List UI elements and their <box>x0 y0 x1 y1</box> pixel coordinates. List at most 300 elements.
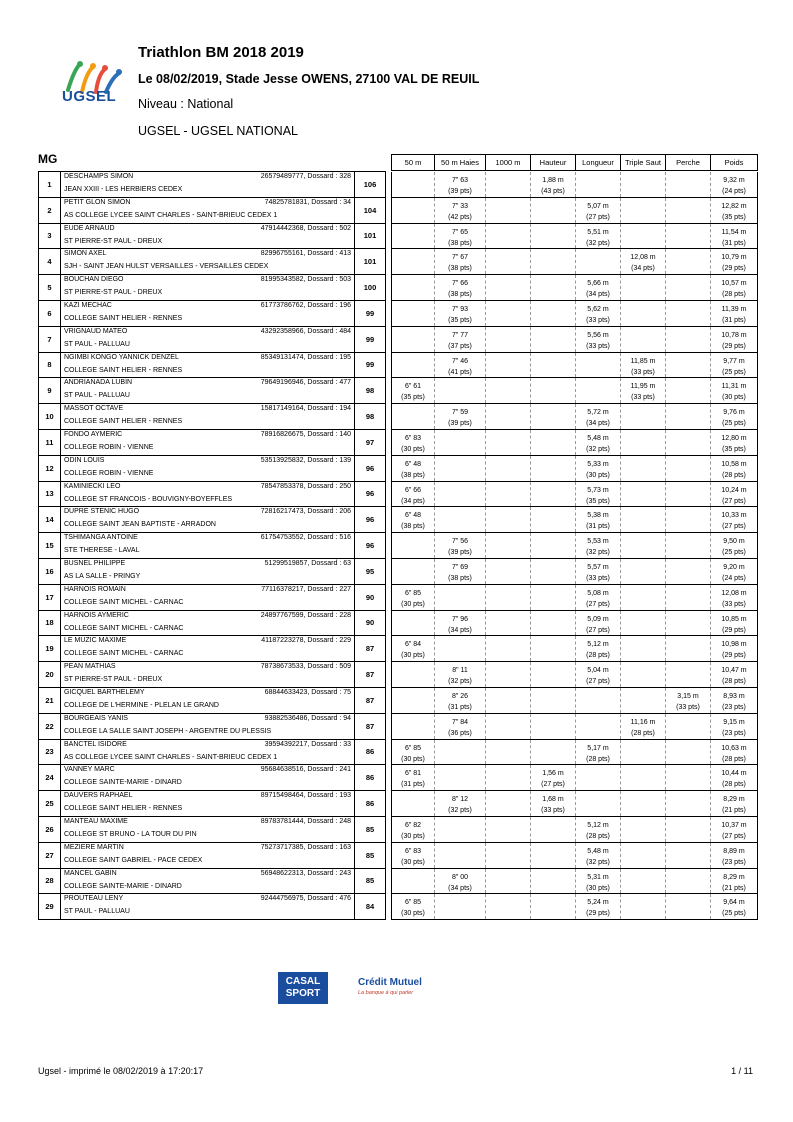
table-row <box>38 507 758 533</box>
result-cell <box>576 172 621 197</box>
license-bib: 81995343582, Dossard : 503 <box>260 276 351 284</box>
school: AS LA SALLE - PRINGY <box>64 572 141 580</box>
result-cell <box>486 688 531 713</box>
result-cell <box>711 894 757 919</box>
athlete-name: VRIGNAUD MATEO <box>64 327 128 335</box>
result-cell <box>621 327 666 352</box>
result-points: (30 pts) <box>401 910 425 918</box>
result-cell <box>711 198 757 223</box>
result-points: (27 pts) <box>541 781 565 789</box>
rank: 19 <box>38 636 60 662</box>
total-points: 86 <box>354 765 386 791</box>
result-points: (31 pts) <box>586 523 610 531</box>
license-bib: 82996755161, Dossard : 413 <box>260 250 351 258</box>
result-cell <box>666 301 711 326</box>
school: COLLEGE SAINT MICHEL - CARNAC <box>64 650 184 658</box>
result-cell <box>711 430 757 455</box>
result-mark: 7" 33 <box>451 202 469 210</box>
athlete-name: BUSNEL PHILIPPE <box>64 559 126 567</box>
result-cell <box>435 430 486 455</box>
result-cell <box>666 327 711 352</box>
total-points: 90 <box>354 611 386 637</box>
result-cell <box>576 817 621 842</box>
total-points: 87 <box>354 688 386 714</box>
result-points: (31 pts) <box>401 781 425 789</box>
result-mark: 6" 85 <box>404 744 422 752</box>
result-mark: 1,88 m <box>542 177 564 184</box>
rank: 13 <box>38 482 60 508</box>
column-header: 50 m <box>392 155 435 170</box>
result-mark: 12,82 m <box>721 202 747 210</box>
result-points: (27 pts) <box>586 626 610 634</box>
result-points: (33 pts) <box>586 574 610 582</box>
result-mark: 5,09 m <box>587 615 609 623</box>
result-cell <box>666 765 711 790</box>
event-results <box>391 198 758 224</box>
result-mark: 5,31 m <box>587 873 609 881</box>
result-points: (32 pts) <box>586 858 610 866</box>
result-mark: 9,76 m <box>723 409 745 417</box>
result-cell <box>531 662 576 687</box>
result-cell <box>621 765 666 790</box>
result-mark: 10,33 m <box>721 512 747 520</box>
result-points: (27 pts) <box>722 832 746 840</box>
result-cell <box>531 894 576 919</box>
result-cell <box>621 894 666 919</box>
result-mark: 8,29 m <box>723 796 745 804</box>
result-mark: 5,17 m <box>587 744 609 752</box>
table-row <box>38 714 758 740</box>
result-cell <box>435 585 486 610</box>
total-points: 97 <box>354 430 386 456</box>
license-bib: 24897767599, Dossard : 228 <box>260 611 351 619</box>
license-bib: 89715498464, Dossard : 193 <box>260 792 351 800</box>
result-cell <box>435 172 486 197</box>
athlete-info <box>60 662 354 688</box>
result-cell <box>486 869 531 894</box>
result-points: (30 pts) <box>401 755 425 763</box>
result-mark: 7" 65 <box>451 228 469 236</box>
event-results <box>391 172 758 198</box>
result-mark: 10,58 m <box>721 460 747 468</box>
result-mark: 6" 82 <box>404 821 422 829</box>
result-cell <box>666 714 711 739</box>
rank: 22 <box>38 714 60 740</box>
result-cell <box>531 456 576 481</box>
result-points: (21 pts) <box>722 884 746 892</box>
total-points: 99 <box>354 353 386 379</box>
result-points: (23 pts) <box>722 858 746 866</box>
result-cell <box>392 353 435 378</box>
result-cell <box>435 275 486 300</box>
result-points: (31 pts) <box>448 703 472 711</box>
results-column-headers <box>391 154 758 171</box>
result-mark: 7" 56 <box>451 538 469 546</box>
athlete-info <box>60 817 354 843</box>
table-row <box>38 430 758 456</box>
total-points: 87 <box>354 636 386 662</box>
result-mark: 3,15 m <box>677 692 699 700</box>
license-bib: 92444756975, Dossard : 476 <box>260 895 351 903</box>
athlete-name: NGIMBI KONGO YANNICK DENZEL <box>64 353 179 361</box>
result-points: (29 pts) <box>586 910 610 918</box>
result-points: (28 pts) <box>722 781 746 789</box>
result-mark: 5,57 m <box>587 563 609 571</box>
school: STE THERESE - LAVAL <box>64 547 140 555</box>
school: ST PAUL - PALLUAU <box>64 340 130 348</box>
result-points: (27 pts) <box>586 213 610 221</box>
table-row <box>38 172 758 198</box>
school: COLLEGE ST BRUNO - LA TOUR DU PIN <box>64 830 197 838</box>
total-points: 86 <box>354 740 386 766</box>
license-bib: 74825781831, Dossard : 34 <box>264 198 351 206</box>
result-points: (30 pts) <box>401 600 425 608</box>
result-cell <box>435 817 486 842</box>
license-bib: 61773786762, Dossard : 196 <box>260 301 351 309</box>
table-row <box>38 533 758 559</box>
result-cell <box>621 559 666 584</box>
result-cell <box>711 585 757 610</box>
result-cell <box>576 765 621 790</box>
result-cell <box>392 482 435 507</box>
result-cell <box>392 817 435 842</box>
result-cell <box>486 353 531 378</box>
result-cell <box>621 224 666 249</box>
total-points: 100 <box>354 275 386 301</box>
result-cell <box>435 688 486 713</box>
event-results <box>391 636 758 662</box>
result-cell <box>435 249 486 274</box>
result-mark: 11,85 m <box>630 357 656 365</box>
result-cell <box>531 378 576 403</box>
event-results <box>391 275 758 301</box>
event-results <box>391 662 758 688</box>
column-header: Longueur <box>576 155 621 170</box>
result-cell <box>576 869 621 894</box>
result-mark: 6" 85 <box>404 899 422 907</box>
result-cell <box>621 533 666 558</box>
school: AS COLLEGE LYCEE SAINT CHARLES - SAINT-BRIEUC CEDEX 1 <box>64 753 278 761</box>
result-cell <box>531 869 576 894</box>
rank: 28 <box>38 869 60 895</box>
result-cell <box>392 585 435 610</box>
license-bib: 15817149164, Dossard : 194 <box>260 405 351 413</box>
result-mark: 10,79 m <box>721 254 747 262</box>
result-mark: 6" 48 <box>404 460 422 468</box>
result-mark: 8,89 m <box>723 847 745 855</box>
athlete-name: VANNEY MARC <box>64 766 115 774</box>
result-cell <box>486 662 531 687</box>
event-results <box>391 533 758 559</box>
result-cell <box>392 843 435 868</box>
result-mark: 7" 96 <box>451 615 469 623</box>
result-mark: 5,48 m <box>587 434 609 442</box>
result-mark: 12,80 m <box>721 434 747 442</box>
result-cell <box>531 688 576 713</box>
license-bib: 89783781444, Dossard : 248 <box>260 817 351 825</box>
result-points: (41 pts) <box>448 368 472 376</box>
result-points: (34 pts) <box>401 497 425 505</box>
athlete-name: PEAN MATHIAS <box>64 663 116 671</box>
result-cell <box>435 791 486 816</box>
result-mark: 11,31 m <box>721 383 747 391</box>
total-points: 86 <box>354 791 386 817</box>
athlete-name: DAUVERS RAPHAEL <box>64 792 133 800</box>
result-points: (39 pts) <box>448 549 472 557</box>
result-points: (24 pts) <box>722 574 746 582</box>
total-points: 101 <box>354 249 386 275</box>
athlete-name: KAMINIECKI LEO <box>64 482 121 490</box>
result-points: (30 pts) <box>586 471 610 479</box>
result-points: (31 pts) <box>722 239 746 247</box>
result-cell <box>531 482 576 507</box>
column-header: Perche <box>666 155 711 170</box>
result-mark: 10,98 m <box>721 641 747 649</box>
result-cell <box>666 843 711 868</box>
school: ST PIERRE-ST PAUL - DREUX <box>64 289 163 297</box>
result-cell <box>666 791 711 816</box>
result-points: (33 pts) <box>631 368 655 376</box>
result-points: (33 pts) <box>722 600 746 608</box>
result-cell <box>531 585 576 610</box>
total-points: 98 <box>354 378 386 404</box>
license-bib: 78547853378, Dossard : 250 <box>260 482 351 490</box>
result-cell <box>435 301 486 326</box>
event-results <box>391 430 758 456</box>
rank: 24 <box>38 765 60 791</box>
result-mark: 1,68 m <box>542 796 564 804</box>
result-cell <box>486 172 531 197</box>
result-points: (30 pts) <box>401 858 425 866</box>
page-number: 1 / 11 <box>731 1066 753 1076</box>
result-points: (34 pts) <box>586 420 610 428</box>
result-cell <box>392 430 435 455</box>
result-cell <box>435 662 486 687</box>
result-cell <box>531 740 576 765</box>
result-points: (23 pts) <box>722 703 746 711</box>
result-cell <box>531 714 576 739</box>
result-points: (38 pts) <box>448 265 472 273</box>
result-cell <box>576 585 621 610</box>
result-mark: 5,38 m <box>587 512 609 520</box>
result-cell <box>531 301 576 326</box>
result-cell <box>392 662 435 687</box>
result-cell <box>666 249 711 274</box>
result-cell <box>531 224 576 249</box>
result-mark: 6" 48 <box>404 512 422 520</box>
result-cell <box>486 559 531 584</box>
result-cell <box>666 611 711 636</box>
athlete-name: MANCEL GABIN <box>64 869 117 877</box>
result-cell <box>621 249 666 274</box>
result-cell <box>576 404 621 429</box>
table-row <box>38 249 758 275</box>
total-points: 101 <box>354 224 386 250</box>
result-cell <box>392 327 435 352</box>
school: COLLEGE SAINT JEAN BAPTISTE - ARRADON <box>64 521 216 529</box>
result-points: (38 pts) <box>401 523 425 531</box>
result-cell <box>666 198 711 223</box>
license-bib: 43292358966, Dossard : 484 <box>260 327 351 335</box>
result-points: (30 pts) <box>722 394 746 402</box>
result-mark: 10,78 m <box>721 331 747 339</box>
event-results <box>391 611 758 637</box>
athlete-name: FONDO AYMERIC <box>64 430 123 438</box>
school: AS COLLEGE LYCEE SAINT CHARLES - SAINT-BRIEUC CEDEX 1 <box>64 211 278 219</box>
result-mark: 7" 93 <box>451 305 469 313</box>
athlete-info <box>60 869 354 895</box>
result-cell <box>392 507 435 532</box>
total-points: 99 <box>354 327 386 353</box>
result-points: (28 pts) <box>586 652 610 660</box>
result-cell <box>621 378 666 403</box>
rank: 23 <box>38 740 60 766</box>
athlete-info <box>60 301 354 327</box>
result-mark: 12,08 m <box>721 589 747 597</box>
athlete-name: TSHIMANGA ANTOINE <box>64 534 138 542</box>
event-results <box>391 507 758 533</box>
result-mark: 5,24 m <box>587 899 609 907</box>
school: COLLEGE SAINT GABRIEL - PACE CEDEX <box>64 856 203 864</box>
result-cell <box>531 611 576 636</box>
result-cell <box>576 275 621 300</box>
result-cell <box>486 275 531 300</box>
athlete-name: BANCTEL ISIDORE <box>64 740 127 748</box>
total-points: 85 <box>354 869 386 895</box>
result-cell <box>576 482 621 507</box>
result-points: (28 pts) <box>586 755 610 763</box>
result-cell <box>486 611 531 636</box>
result-points: (33 pts) <box>586 316 610 324</box>
result-cell <box>621 791 666 816</box>
result-points: (38 pts) <box>401 471 425 479</box>
result-points: (27 pts) <box>722 497 746 505</box>
result-mark: 7" 59 <box>451 409 469 417</box>
result-points: (29 pts) <box>722 342 746 350</box>
result-cell <box>531 430 576 455</box>
result-cell <box>392 636 435 661</box>
result-cell <box>531 249 576 274</box>
result-cell <box>576 662 621 687</box>
result-cell <box>392 894 435 919</box>
result-cell <box>392 611 435 636</box>
total-points: 96 <box>354 533 386 559</box>
result-cell <box>531 843 576 868</box>
result-mark: 7" 69 <box>451 563 469 571</box>
athlete-info <box>60 378 354 404</box>
athlete-name: MEZIERE MARTIN <box>64 843 124 851</box>
result-points: (35 pts) <box>586 497 610 505</box>
result-cell <box>392 791 435 816</box>
column-header: Hauteur <box>531 155 576 170</box>
result-mark: 7" 77 <box>451 331 469 339</box>
table-row <box>38 198 758 224</box>
result-cell <box>486 714 531 739</box>
result-cell <box>711 791 757 816</box>
result-points: (24 pts) <box>722 188 746 195</box>
total-points: 87 <box>354 662 386 688</box>
result-points: (28 pts) <box>722 471 746 479</box>
result-points: (21 pts) <box>722 807 746 815</box>
result-cell <box>486 327 531 352</box>
license-bib: 93882536486, Dossard : 94 <box>264 714 351 722</box>
rank: 29 <box>38 894 60 920</box>
school: COLLEGE LA SALLE SAINT JOSEPH - ARGENTRE DU PLESSIS <box>64 727 272 735</box>
athlete-name: HARNOIS ROMAIN <box>64 585 126 593</box>
result-mark: 9,15 m <box>723 718 745 726</box>
result-cell <box>666 275 711 300</box>
result-points: (30 pts) <box>401 832 425 840</box>
athlete-name: DUPRE STENIC HUGO <box>64 508 140 516</box>
total-points: 85 <box>354 817 386 843</box>
event-results <box>391 740 758 766</box>
athlete-name: PROUTEAU LENY <box>64 895 124 903</box>
result-mark: 8" 11 <box>452 667 468 675</box>
result-cell <box>711 662 757 687</box>
result-mark: 5,56 m <box>587 331 609 339</box>
result-cell <box>711 482 757 507</box>
event-results <box>391 353 758 379</box>
result-cell <box>392 275 435 300</box>
result-cell <box>486 430 531 455</box>
athlete-info <box>60 740 354 766</box>
credit-mutuel-name: Crédit Mutuel <box>358 977 422 988</box>
casal-logo-line1: CASAL <box>285 976 321 987</box>
result-cell <box>435 456 486 481</box>
result-points: (28 pts) <box>722 678 746 686</box>
event-results <box>391 765 758 791</box>
result-cell <box>435 378 486 403</box>
result-cell <box>666 894 711 919</box>
result-points: (32 pts) <box>448 678 472 686</box>
result-cell <box>621 482 666 507</box>
result-cell <box>435 507 486 532</box>
school: COLLEGE DE L'HERMINE - PLELAN LE GRAND <box>64 701 219 709</box>
result-cell <box>576 688 621 713</box>
total-points: 96 <box>354 482 386 508</box>
result-cell <box>435 533 486 558</box>
result-cell <box>576 791 621 816</box>
rank: 11 <box>38 430 60 456</box>
athlete-name: BOUCHAN DIEGO <box>64 276 124 284</box>
result-cell <box>435 353 486 378</box>
result-mark: 5,04 m <box>587 667 609 675</box>
result-points: (28 pts) <box>586 832 610 840</box>
event-results <box>391 791 758 817</box>
result-cell <box>711 327 757 352</box>
total-points: 90 <box>354 585 386 611</box>
result-cell <box>576 714 621 739</box>
athlete-info <box>60 404 354 430</box>
result-cell <box>531 275 576 300</box>
result-cell <box>711 843 757 868</box>
result-points: (25 pts) <box>722 910 746 918</box>
result-points: (30 pts) <box>401 445 425 453</box>
result-mark: 12,08 m <box>630 254 656 262</box>
result-cell <box>711 714 757 739</box>
rank: 26 <box>38 817 60 843</box>
result-cell <box>621 430 666 455</box>
result-cell <box>711 507 757 532</box>
rank: 1 <box>38 172 60 198</box>
result-points: (38 pts) <box>448 291 472 299</box>
result-cell <box>621 404 666 429</box>
result-cell <box>576 533 621 558</box>
table-row <box>38 585 758 611</box>
event-results <box>391 714 758 740</box>
athlete-info <box>60 172 354 198</box>
result-points: (38 pts) <box>448 239 472 247</box>
